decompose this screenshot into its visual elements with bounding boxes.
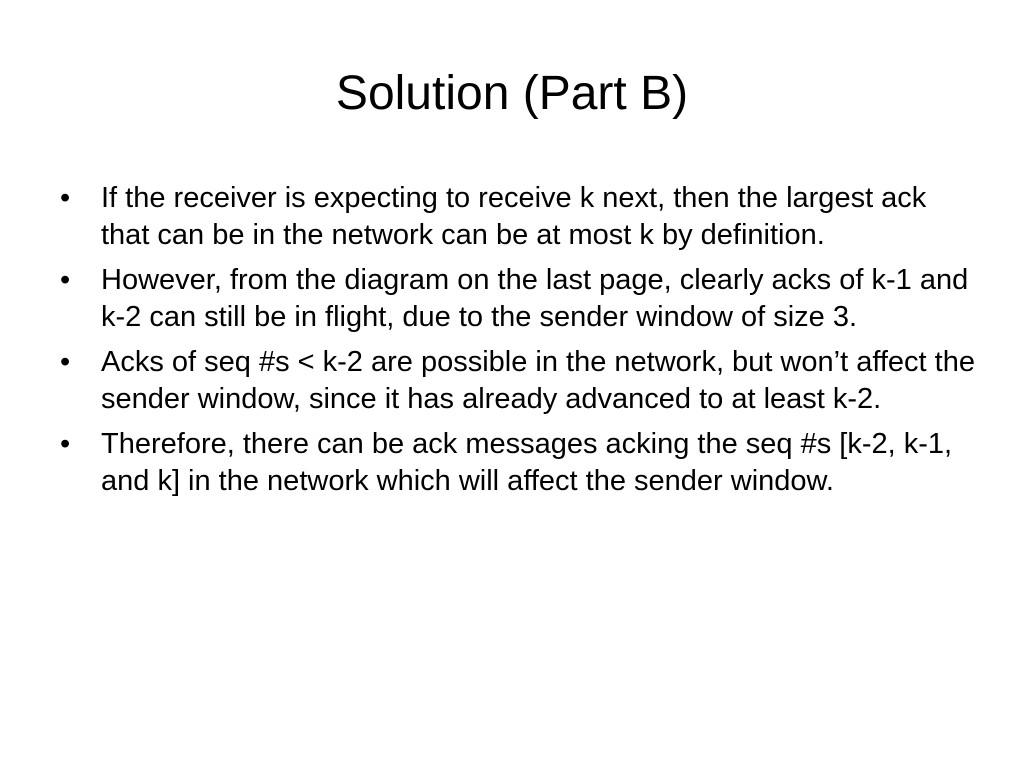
bullet-item [57, 262, 977, 336]
bullet-item [57, 180, 977, 254]
slide-title: Solution (Part B) [335, 67, 689, 120]
bullet-marker: • [60, 346, 71, 378]
bullet-text: Acks of seq #s < k-2 are possible in the network, but won’t affect the sender window, since it has already advanced to at least k-2. [101, 346, 975, 415]
bullet-marker: • [60, 428, 71, 460]
bullet-list [57, 180, 977, 508]
bullet-item [57, 344, 977, 418]
bullet-text: However, from the diagram on the last page, clearly acks of k-1 and k-2 can still be in flight, due to the sender window of size 3. [101, 264, 969, 333]
bullet-text: If the receiver is expecting to receive k next, then the largest ack that can be in the network can be at most k by definition. [101, 182, 927, 251]
bullet-marker: • [60, 182, 71, 214]
bullet-item [57, 426, 977, 500]
bullet-marker: • [60, 264, 71, 296]
bullet-text: Therefore, there can be ack messages acking the seq #s [k-2, k-1, and k] in the network which will affect the sender window. [101, 428, 953, 497]
